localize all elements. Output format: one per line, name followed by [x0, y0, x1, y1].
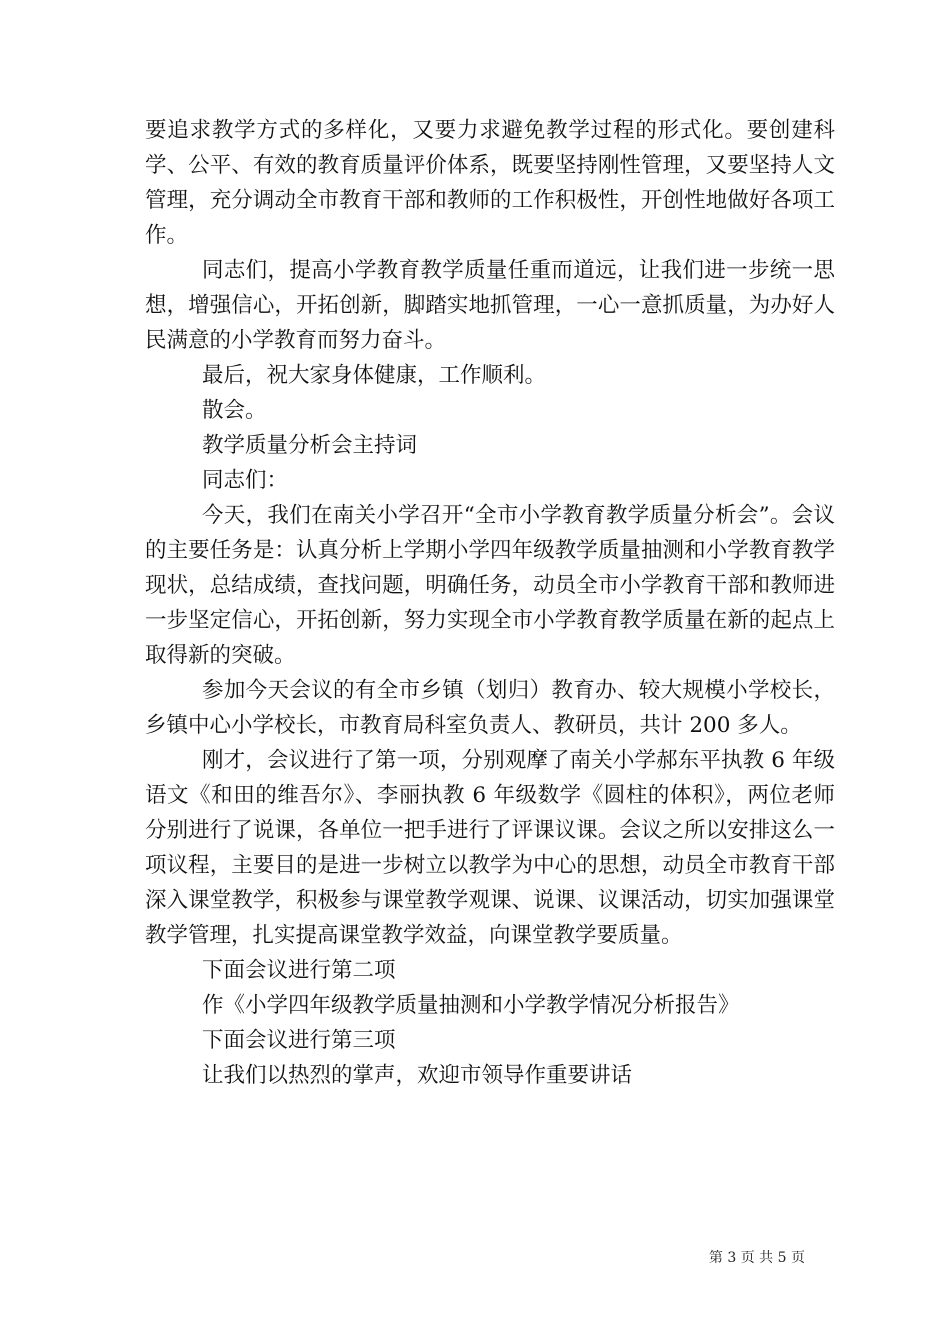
paragraph: 散会。: [202, 398, 267, 423]
paragraph: 要追求教学方式的多样化，又要力求避免教学过程的形式化。要创建科学、公平、有效的教育质量评价体系，既要坚持刚性管理，又要坚持人文管理，充分调动全市教育干部和教师的工作积极性，开创性地做好各项工作。: [145, 118, 835, 248]
page-number: 第 3 页 共 5 页: [708, 1250, 805, 1266]
paragraph: 刚才，会议进行了第一项，分别观摩了南关小学郝东平执教 6 年级语文《和田的维吾尔》、李丽执教 6 年级数学《圆柱的体积》，两位老师分别进行了说课，各单位一把手进行了评课议课。会议之所以安排这么一项议程，主要目的是进一步树立以教学为中心的思想，动员全市教育干部深入课堂教学，积极参与课堂教学观课、说课、议课活动，切实加强课堂教学管理，扎实提高课堂教学效益，向课堂教学要质量。: [145, 748, 835, 948]
paragraph: 最后，祝大家身体健康，工作顺利。: [202, 363, 547, 388]
paragraph: 下面会议进行第二项: [202, 958, 396, 983]
paragraph: 让我们以热烈的掌声，欢迎市领导作重要讲话: [202, 1063, 633, 1088]
document-body: [145, 113, 835, 1093]
paragraph: 作《小学四年级教学质量抽测和小学教学情况分析报告》: [202, 993, 740, 1018]
paragraph: 参加今天会议的有全市乡镇（划归）教育办、较大规模小学校长，乡镇中心小学校长，市教育局科室负责人、教研员，共计 200 多人。: [145, 678, 835, 738]
paragraph: 同志们，提高小学教育教学质量任重而道远，让我们进一步统一思想，增强信心，开拓创新，脚踏实地抓管理，一心一意抓质量，为办好人民满意的小学教育而努力奋斗。: [145, 258, 835, 353]
section-title: 教学质量分析会主持词: [202, 433, 418, 458]
paragraph: 今天，我们在南关小学召开“全市小学教育教学质量分析会”。会议的主要任务是：认真分析上学期小学四年级教学质量抽测和小学教育教学现状，总结成绩，查找问题，明确任务，动员全市小学教育干部和教师进一步坚定信心，开拓创新，努力实现全市小学教育教学质量在新的起点上取得新的突破。: [145, 503, 835, 668]
paragraph: 下面会议进行第三项: [202, 1028, 396, 1053]
salutation: 同志们：: [202, 468, 289, 493]
